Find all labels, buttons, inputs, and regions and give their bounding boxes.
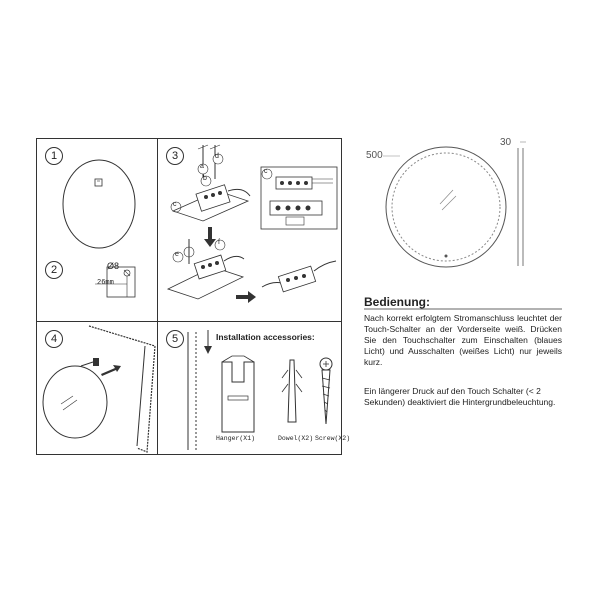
instructions-paragraph-1: Nach korrekt erfolgtem Stromanschluss leuchtet der Touch-Schalter an der Vorderseite weiß. Drücken Sie den Touchschalter zum Einschalten (blaues Licht) und Ausschalten (weißes Licht) nur jeweils kurz. (364, 313, 562, 367)
detail-callout-c: c (264, 168, 268, 175)
step-4-number: 4 (45, 330, 63, 348)
instructions-heading: Bedienung: (364, 295, 430, 309)
callout-e: e (175, 251, 179, 258)
callout-f: f (218, 239, 220, 246)
dowel-label: Dowel(X2) (278, 435, 314, 442)
drill-depth-label: 26mm (97, 279, 114, 287)
screw-label: Screw(X2) (315, 435, 351, 442)
step-1-number: 1 (45, 147, 63, 165)
accessories-title: Installation accessories: (216, 332, 315, 342)
drill-diameter-label: Ø8 (107, 261, 120, 271)
step-5-number: 5 (166, 330, 184, 348)
callout-b: b (203, 175, 207, 182)
diameter-label: 500 (366, 150, 383, 161)
step-2-number: 2 (45, 261, 63, 279)
callout-a: a (200, 163, 204, 170)
callout-d: d (215, 153, 219, 160)
instructions-paragraph-2: Ein längerer Druck auf den Touch Schalter (< 2 Sekunden) deaktiviert die Hintergrundbeleuchtung. (364, 386, 556, 407)
depth-label: 30 (500, 137, 512, 148)
hanger-label: Hanger(X1) (216, 435, 256, 442)
step-3-number: 3 (166, 147, 184, 165)
callout-c: c (173, 201, 177, 208)
